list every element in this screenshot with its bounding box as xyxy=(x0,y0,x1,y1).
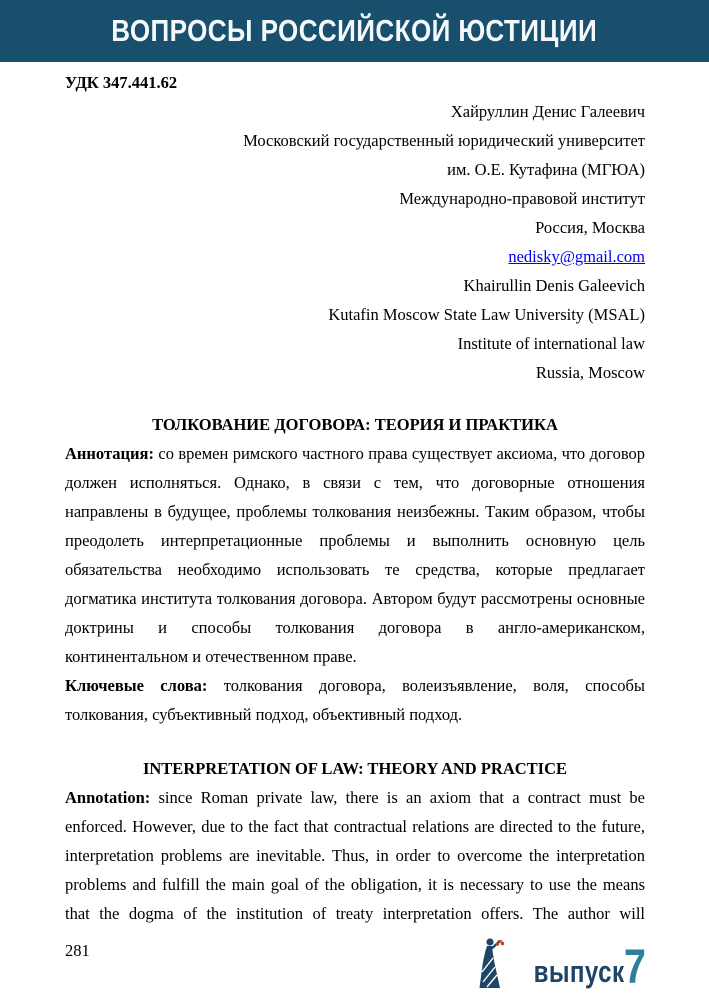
abstract-en xyxy=(65,783,645,928)
keywords-label-ru: Ключевые слова: xyxy=(65,676,208,695)
keywords-text-ru: толкования договора, волеизъявление, воля, способы толкования, субъективный подход, объективный подход. xyxy=(65,676,646,724)
author-university-en: Kutafin Moscow State Law University (MSAL) xyxy=(328,305,645,324)
abstract-ru xyxy=(65,439,645,671)
author-email-line xyxy=(65,242,645,271)
author-institute-en: Institute of international law xyxy=(457,334,645,353)
email-link[interactable]: nedisky@gmail.com xyxy=(508,247,645,266)
author-location-en: Russia, Moscow xyxy=(535,363,645,382)
issue-logo xyxy=(478,936,651,994)
abstract-text-ru: со времен римского частного права существует аксиома, что договор должен исполняться. Однако, в связи с тем, что договорные отношения направлены в будущее, проблемы толкования неизбежны. Таким образом, чтобы преодолеть интерпретационные проблемы и выполнить основную цель обязательства необходимо использовать те средства, которые предлагает догматика института толкования договора. Автором будут рассмотрены основные доктрины и способы толкования договора в англо-американском, континентальном и отечественном праве. xyxy=(65,444,646,666)
author-location-ru: Россия, Москва xyxy=(535,218,645,237)
author-block xyxy=(65,97,645,387)
author-institute-ru: Международно-правовой институт xyxy=(399,189,645,208)
abstract-text-en: since Roman private law, there is an axiom that a contract must be enforced. However, due to the fact that contractual relations are directed to the future, interpretation problems are inevitable. Thus, in order to overcome the interpretation problems and fulfill the main goal of the obligation, it is necessary to use the means that the dogma of the institution of treaty interpretation offers. The author will xyxy=(65,788,645,923)
article-content xyxy=(0,62,709,928)
author-name-ru: Хайруллин Денис Галеевич xyxy=(450,102,645,121)
themis-statue-icon xyxy=(478,936,506,990)
journal-title: ВОПРОСЫ РОССИЙСКОЙ ЮСТИЦИИ xyxy=(111,13,598,48)
logo-issue-word: выпуск xyxy=(533,954,625,989)
logo-issue-number: 7 xyxy=(624,941,647,994)
abstract-label-ru: Аннотация: xyxy=(65,444,154,463)
page-number: 281 xyxy=(65,941,90,960)
author-university-ru: Московский государственный юридический университет xyxy=(243,131,645,150)
abstract-label-en: Annotation: xyxy=(65,788,151,807)
article-title-en: INTERPRETATION OF LAW: THEORY AND PRACTICE xyxy=(142,759,568,778)
journal-masthead xyxy=(0,0,709,62)
udc-code: УДК 347.441.62 xyxy=(65,73,178,92)
article-title-ru: ТОЛКОВАНИЕ ДОГОВОРА: ТЕОРИЯ И ПРАКТИКА xyxy=(152,415,558,434)
keywords-ru xyxy=(65,671,645,729)
author-university-ru-2: им. О.Е. Кутафина (МГЮА) xyxy=(447,160,645,179)
author-name-en: Khairullin Denis Galeevich xyxy=(463,276,645,295)
